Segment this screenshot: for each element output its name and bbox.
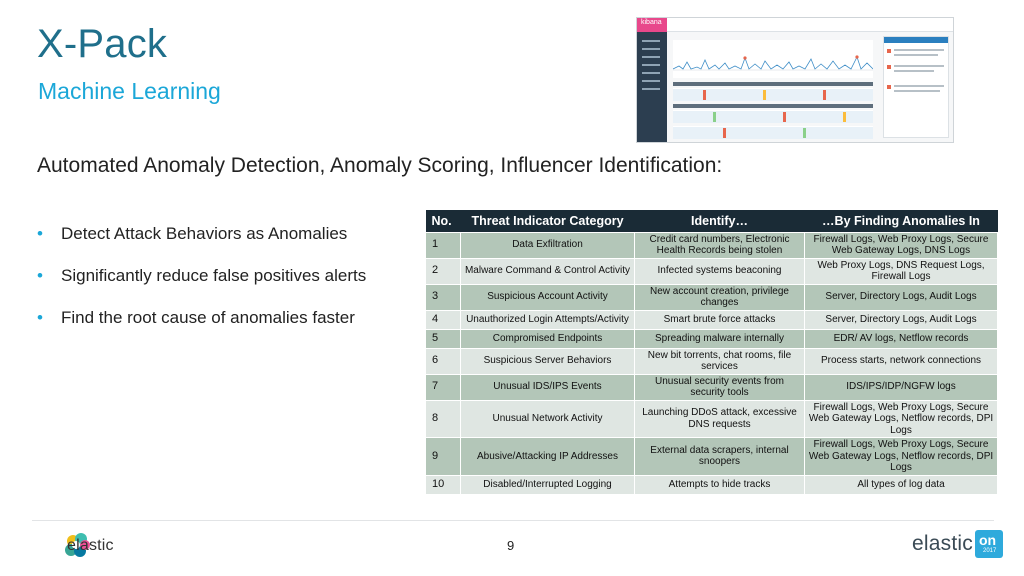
kibana-series-line: [673, 57, 873, 69]
kibana-anomaly-flag: [887, 49, 891, 53]
row-finding: Firewall Logs, Web Proxy Logs, Secure Web Gateway Logs, Netflow records, DPI Logs: [805, 400, 998, 438]
kibana-swimlane: [673, 110, 873, 122]
row-number: 10: [426, 475, 461, 494]
elastic-wordmark: elastic: [67, 537, 114, 554]
table-header-row: [426, 210, 998, 232]
row-number: 6: [426, 348, 461, 374]
column-header-category: Threat Indicator Category: [461, 210, 635, 232]
row-number: 9: [426, 438, 461, 476]
row-category: Data Exfiltration: [461, 232, 635, 258]
row-number: 5: [426, 329, 461, 348]
kibana-nav-item: [642, 88, 660, 90]
row-category: Suspicious Server Behaviors: [461, 348, 635, 374]
kibana-screenshot: [636, 17, 954, 143]
table-row: [426, 374, 998, 400]
kibana-anomaly-marker: [743, 56, 746, 59]
row-identify: Attempts to hide tracks: [635, 475, 805, 494]
row-category: Unusual IDS/IPS Events: [461, 374, 635, 400]
kibana-swimlane: [673, 88, 873, 100]
table-row: [426, 258, 998, 284]
bullet-text: Find the root cause of anomalies faster: [61, 308, 355, 327]
kibana-panel-header: [884, 37, 948, 43]
row-number: 8: [426, 400, 461, 438]
row-finding: Firewall Logs, Web Proxy Logs, Secure Web Gateway Logs, Netflow records, DPI Logs: [805, 438, 998, 476]
row-finding: Process starts, network connections: [805, 348, 998, 374]
row-identify: Credit card numbers, Electronic Health Records being stolen: [635, 232, 805, 258]
table-row: [426, 475, 998, 494]
kibana-anomaly-marker: [855, 55, 858, 58]
row-category: Unauthorized Login Attempts/Activity: [461, 310, 635, 329]
row-category: Disabled/Interrupted Logging: [461, 475, 635, 494]
kibana-logo: [637, 18, 667, 32]
row-identify: New bit torrents, chat rooms, file services: [635, 348, 805, 374]
kibana-swimlane-header: [673, 104, 873, 108]
slide-subtitle: Machine Learning: [38, 78, 221, 104]
row-identify: External data scrapers, internal snoopers: [635, 438, 805, 476]
row-finding: Firewall Logs, Web Proxy Logs, Secure Web Gateway Logs, DNS Logs: [805, 232, 998, 258]
section-heading: Automated Anomaly Detection, Anomaly Scoring, Influencer Identification:: [37, 154, 723, 177]
row-category: Abusive/Attacking IP Addresses: [461, 438, 635, 476]
row-finding: All types of log data: [805, 475, 998, 494]
kibana-nav-item: [642, 56, 660, 58]
row-identify: Launching DDoS attack, excessive DNS requests: [635, 400, 805, 438]
row-finding: Web Proxy Logs, DNS Request Logs, Firewall Logs: [805, 258, 998, 284]
kibana-chart-svg: [673, 40, 873, 78]
bullet-icon: •: [37, 266, 43, 285]
kibana-anomaly-flag: [887, 85, 891, 89]
row-category: Malware Command & Control Activity: [461, 258, 635, 284]
kibana-nav-item: [642, 48, 660, 50]
table-row: [426, 329, 998, 348]
bullet-icon: •: [37, 224, 43, 243]
bullet-item: [37, 222, 366, 264]
bullet-item: [37, 264, 366, 306]
column-header-no: No.: [426, 210, 461, 232]
footer-divider: [32, 520, 994, 521]
kibana-swimlane: [673, 126, 873, 138]
threat-indicator-table: [425, 210, 998, 495]
table-row: [426, 310, 998, 329]
row-number: 3: [426, 284, 461, 310]
row-identify: New account creation, privilege changes: [635, 284, 805, 310]
row-category: Compromised Endpoints: [461, 329, 635, 348]
bullet-text: Detect Attack Behaviors as Anomalies: [61, 224, 348, 243]
row-number: 1: [426, 232, 461, 258]
row-number: 2: [426, 258, 461, 284]
elasticon-badge-text: on: [979, 532, 997, 548]
kibana-anomaly-chart: [673, 40, 873, 78]
elasticon-wordmark: elastic: [912, 532, 973, 555]
row-finding: Server, Directory Logs, Audit Logs: [805, 310, 998, 329]
row-finding: IDS/IPS/IDP/NGFW logs: [805, 374, 998, 400]
column-header-finding: …By Finding Anomalies In: [805, 210, 998, 232]
kibana-topbar: [667, 18, 953, 32]
row-category: Unusual Network Activity: [461, 400, 635, 438]
row-identify: Infected systems beaconing: [635, 258, 805, 284]
table-row: [426, 232, 998, 258]
elasticon-year: 2017: [983, 548, 997, 554]
table-row: [426, 284, 998, 310]
kibana-nav-item: [642, 80, 660, 82]
kibana-anomaly-flag: [887, 65, 891, 69]
row-finding: EDR/ AV logs, Netflow records: [805, 329, 998, 348]
page-number: 9: [507, 538, 515, 553]
table-row: [426, 348, 998, 374]
bullet-item: [37, 306, 366, 348]
row-identify: Spreading malware internally: [635, 329, 805, 348]
bullet-text: Significantly reduce false positives alerts: [61, 266, 367, 285]
kibana-swimlane-header: [673, 82, 873, 86]
row-category: Suspicious Account Activity: [461, 284, 635, 310]
kibana-sidebar: [637, 18, 667, 142]
bullet-list: [37, 222, 366, 348]
row-identify: Unusual security events from security tools: [635, 374, 805, 400]
column-header-identify: Identify…: [635, 210, 805, 232]
slide-title: X-Pack: [37, 22, 168, 66]
row-number: 7: [426, 374, 461, 400]
kibana-nav-item: [642, 40, 660, 42]
table-row: [426, 400, 998, 438]
kibana-nav-item: [642, 64, 660, 66]
table-row: [426, 438, 998, 476]
row-identify: Smart brute force attacks: [635, 310, 805, 329]
kibana-logo-text: kibana: [641, 19, 662, 26]
row-finding: Server, Directory Logs, Audit Logs: [805, 284, 998, 310]
kibana-influencers-panel: [883, 36, 949, 138]
kibana-nav-item: [642, 72, 660, 74]
bullet-icon: •: [37, 308, 43, 327]
row-number: 4: [426, 310, 461, 329]
